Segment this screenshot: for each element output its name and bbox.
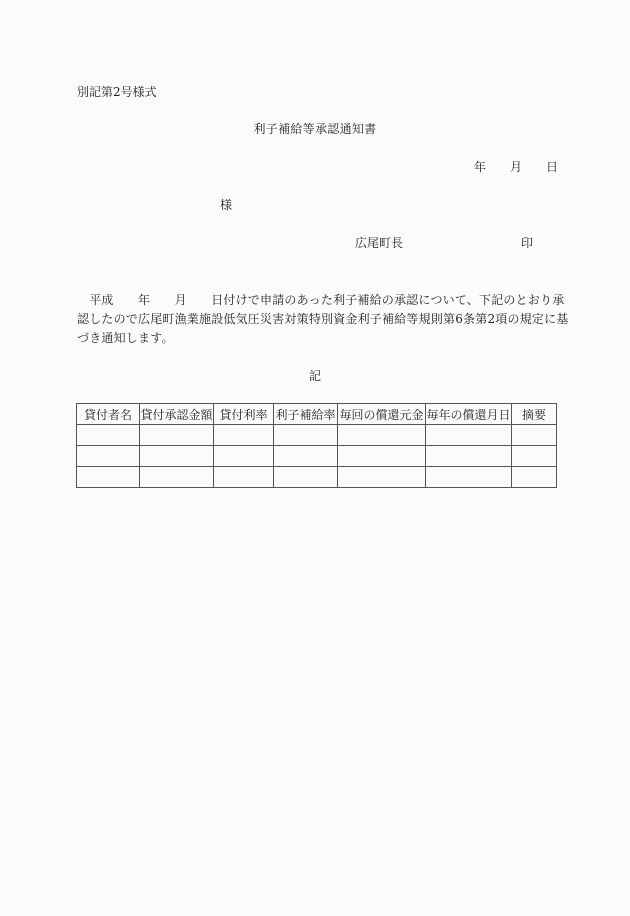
table-cell	[512, 446, 557, 467]
table-cell	[77, 446, 140, 467]
body-line: 認したので広尾町漁業施設低気圧災害対策特別資金利子補給等規則第6条第2項の規定に基	[77, 312, 569, 326]
recipient-suffix: 様	[220, 198, 233, 212]
header-loan-rate: 貸付利率	[214, 404, 274, 425]
table-cell	[77, 425, 140, 446]
body-line: 平成 年 月 日付けで申請のあった利子補給の承認について、下記のとおり承	[77, 293, 565, 307]
table-cell	[426, 425, 512, 446]
table-cell	[274, 467, 338, 488]
table-cell	[426, 446, 512, 467]
table-row	[77, 446, 557, 467]
note-label: 記	[308, 369, 321, 383]
table-cell	[338, 446, 426, 467]
form-number: 別記第2号様式	[77, 85, 157, 99]
table-row	[77, 425, 557, 446]
seal-mark: 印	[521, 236, 534, 250]
table-cell	[140, 425, 214, 446]
date-line	[474, 160, 558, 174]
date-month-label: 月	[510, 160, 523, 174]
issuer-name: 広尾町長	[355, 236, 404, 250]
header-subsidy-rate: 利子補給率	[274, 404, 338, 425]
body-line: づき通知します。	[77, 331, 174, 345]
subsidy-table	[76, 403, 557, 488]
table-cell	[338, 467, 426, 488]
document-title: 利子補給等承認通知書	[253, 122, 377, 136]
table-cell	[274, 425, 338, 446]
table-header-row	[77, 404, 557, 425]
table-row	[77, 467, 557, 488]
header-remarks: 摘要	[512, 404, 557, 425]
table-cell	[512, 467, 557, 488]
table-cell	[214, 467, 274, 488]
date-year-label: 年	[474, 160, 487, 174]
date-day-label: 日	[546, 160, 559, 174]
table-cell	[274, 446, 338, 467]
table-cell	[426, 467, 512, 488]
table-cell	[77, 467, 140, 488]
table-cell	[214, 446, 274, 467]
body-paragraph	[77, 291, 569, 348]
table-cell	[214, 425, 274, 446]
header-lender-name: 貸付者名	[77, 404, 140, 425]
header-annual-repayment-date: 毎年の償還月日	[426, 404, 512, 425]
header-approved-amount: 貸付承認金額	[140, 404, 214, 425]
table-cell	[140, 446, 214, 467]
table-cell	[140, 467, 214, 488]
header-principal-per-payment: 毎回の償還元金	[338, 404, 426, 425]
table-cell	[338, 425, 426, 446]
table-cell	[512, 425, 557, 446]
